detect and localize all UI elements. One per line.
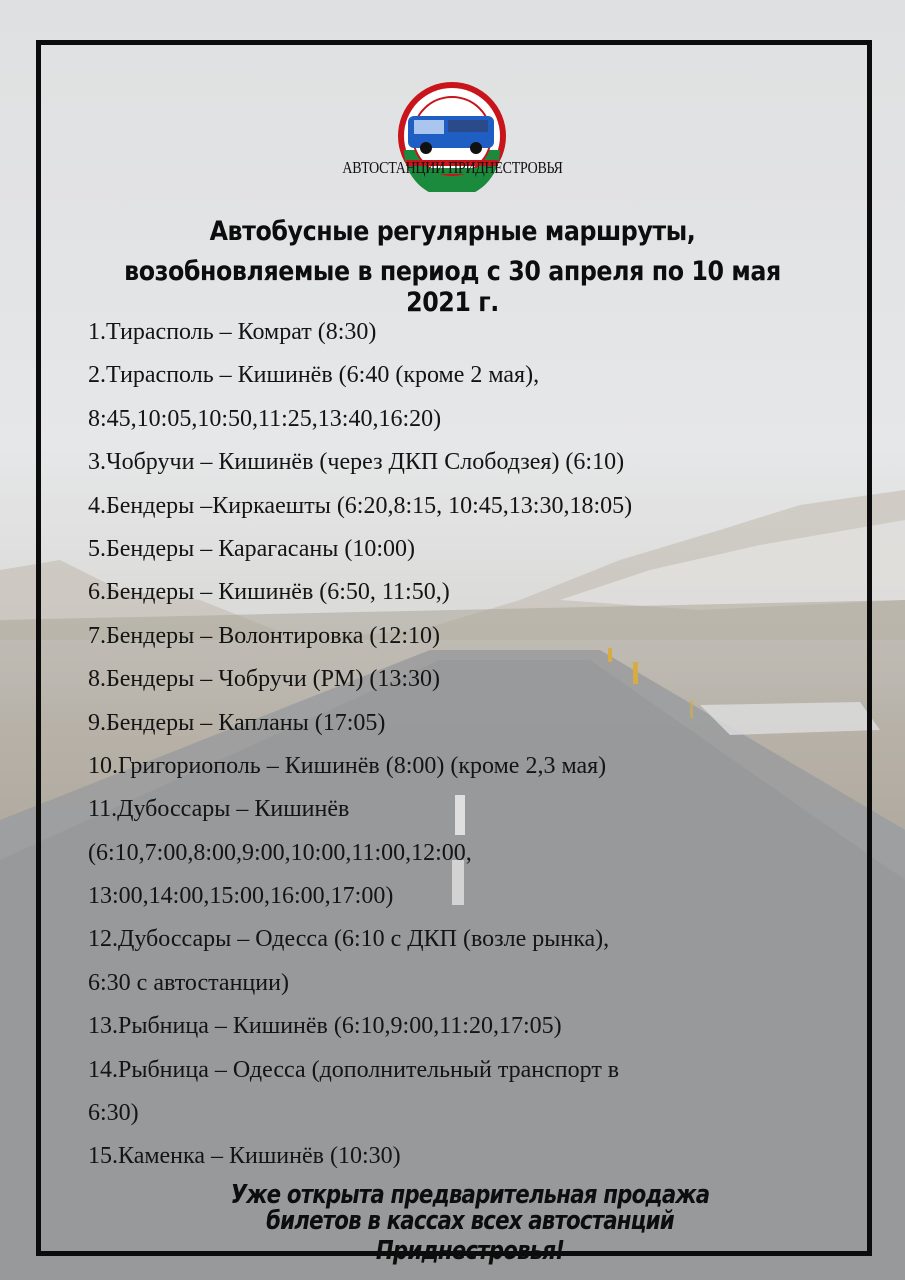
logo-caption: АВТОСТАНЦИИ ПРИДНЕСТРОВЬЯ <box>342 158 563 177</box>
page-title-line-1: Автобусные регулярные маршруты, <box>209 216 696 247</box>
route-line: 13.Рыбница – Кишинёв (6:10,9:00,11:20,17:05) <box>88 1013 562 1040</box>
route-line: 7.Бендеры – Волонтировка (12:10) <box>88 622 441 649</box>
route-line: 6:30 с автостанции) <box>88 969 289 996</box>
route-line: 2.Тирасполь – Кишинёв (6:40 (кроме 2 мая), <box>88 362 540 389</box>
route-line: 4.Бендеры –Киркаешты (6:20,8:15, 10:45,13:30,18:05) <box>88 492 633 519</box>
route-line: 9.Бендеры – Капланы (17:05) <box>88 709 386 736</box>
route-line: 12.Дубоссары – Одесса (6:10 с ДКП (возле рынка), <box>88 926 610 953</box>
footer-notice-line-2: билетов в кассах всех автостанций Приднестровья! <box>266 1206 674 1266</box>
page-title-line-2: возобновляемые в период с 30 апреля по 10 мая 2021 г. <box>124 256 781 318</box>
route-line: 6:30) <box>88 1100 139 1127</box>
route-line: 14.Рыбница – Одесса (дополнительный транспорт в <box>88 1056 620 1083</box>
route-line: 11.Дубоссары – Кишинёв <box>88 796 350 823</box>
route-line: 8.Бендеры – Чобручи (РМ) (13:30) <box>88 666 440 693</box>
footer-notice-line-1: Уже открыта предварительная продажа <box>230 1180 710 1210</box>
route-line: 8:45,10:05,10:50,11:25,13:40,16:20) <box>88 405 442 432</box>
route-line: 1.Тирасполь – Комрат (8:30) <box>88 319 377 345</box>
route-line: 3.Чобручи – Кишинёв (через ДКП Слободзея) (6:10) <box>88 449 625 476</box>
route-line: 6.Бендеры – Кишинёв (6:50, 11:50,) <box>88 579 450 606</box>
route-line: 13:00,14:00,15:00,16:00,17:00) <box>88 883 394 910</box>
route-list <box>88 311 848 1179</box>
route-line: 5.Бендеры – Карагасаны (10:00) <box>88 535 415 562</box>
route-line: (6:10,7:00,8:00,9:00,10:00,11:00,12:00, <box>88 839 472 866</box>
route-line: 10.Григориополь – Кишинёв (8:00) (кроме 2,3 мая) <box>88 752 607 779</box>
route-line: 15.Каменка – Кишинёв (10:30) <box>88 1143 401 1170</box>
